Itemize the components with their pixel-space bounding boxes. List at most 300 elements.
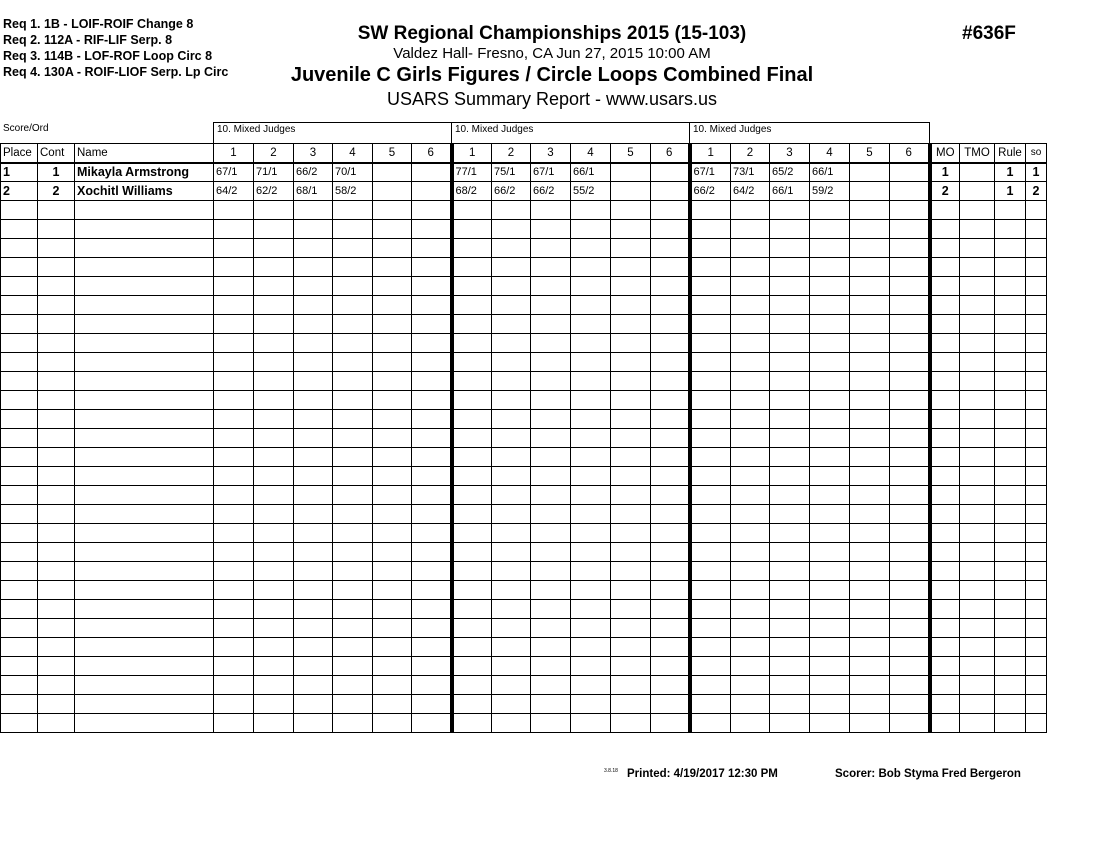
cont-cell [38,391,75,410]
col-p3-j3: 3 [770,144,810,163]
score-p1-j4 [333,657,373,676]
score-p1-j2 [254,258,294,277]
cont-cell [38,201,75,220]
tmo-cell [960,543,995,562]
place-cell [1,220,38,239]
score-p2-j4 [571,505,611,524]
tmo-cell [960,220,995,239]
skater-name [75,581,214,600]
score-p3-j6 [890,182,930,201]
score-p1-j1 [214,448,254,467]
score-p2-j2 [492,220,531,239]
score-p1-j5 [373,277,412,296]
score-p2-j6 [651,714,690,733]
score-p2-j5 [611,638,651,657]
score-p2-j1 [452,239,492,258]
mo-cell [930,619,960,638]
score-p3-j6 [890,581,930,600]
score-p2-j2 [492,600,531,619]
score-p3-j2 [731,581,770,600]
empty-row [1,619,1047,638]
score-p1-j1 [214,201,254,220]
tmo-cell [960,239,995,258]
score-p1-j6 [412,638,452,657]
empty-row [1,353,1047,372]
score-p1-j6 [412,600,452,619]
rule-cell [995,600,1026,619]
empty-row [1,695,1047,714]
score-p2-j3 [531,239,571,258]
score-p3-j1 [690,410,731,429]
score-p2-j5 [611,163,651,182]
score-p1-j6 [412,277,452,296]
empty-row [1,600,1047,619]
score-p3-j6 [890,315,930,334]
score-p2-j3 [531,581,571,600]
score-p2-j5 [611,714,651,733]
rule-cell [995,277,1026,296]
score-p1-j4 [333,562,373,581]
score-p2-j4 [571,315,611,334]
so-cell: 1 [1026,163,1047,182]
software-version: 3.8.18 [604,768,618,774]
score-p3-j6 [890,201,930,220]
skater-name [75,619,214,638]
empty-row [1,391,1047,410]
score-p3-j1 [690,315,731,334]
score-p1-j6 [412,486,452,505]
tmo-cell [960,600,995,619]
place-cell [1,657,38,676]
so-cell [1026,467,1047,486]
score-p3-j2 [731,524,770,543]
score-p3-j3 [770,505,810,524]
score-p3-j2 [731,410,770,429]
score-p1-j3 [294,581,333,600]
score-p1-j1 [214,258,254,277]
tmo-cell [960,334,995,353]
rule-cell: 1 [995,182,1026,201]
mo-cell [930,220,960,239]
cont-cell [38,315,75,334]
score-p2-j4 [571,562,611,581]
score-p2-j5 [611,334,651,353]
mo-cell [930,296,960,315]
score-p3-j4 [810,315,850,334]
score-p2-j4 [571,429,611,448]
score-p2-j3: 67/1 [531,163,571,182]
score-p2-j5 [611,543,651,562]
score-p1-j4 [333,638,373,657]
score-p2-j1 [452,334,492,353]
score-p1-j4 [333,334,373,353]
score-p1-j6 [412,220,452,239]
score-p3-j5 [850,448,890,467]
score-p2-j5 [611,676,651,695]
score-p3-j1 [690,372,731,391]
score-p3-j1 [690,391,731,410]
score-p3-j4: 66/1 [810,163,850,182]
cont-cell [38,657,75,676]
tmo-cell [960,296,995,315]
score-p1-j2 [254,372,294,391]
score-p2-j2 [492,258,531,277]
mo-cell [930,334,960,353]
col-p3-j6: 6 [890,144,930,163]
place-cell [1,448,38,467]
skater-name [75,657,214,676]
score-p3-j2 [731,220,770,239]
score-p1-j6 [412,543,452,562]
printed-timestamp: Printed: 4/19/2017 12:30 PM [627,768,778,780]
score-p1-j1 [214,372,254,391]
score-p2-j4 [571,239,611,258]
score-p2-j6 [651,562,690,581]
so-cell [1026,391,1047,410]
score-p2-j2 [492,448,531,467]
score-p3-j4 [810,201,850,220]
score-p3-j3 [770,524,810,543]
col-p2-j3: 3 [531,144,571,163]
score-p2-j4 [571,410,611,429]
score-p2-j2: 66/2 [492,182,531,201]
mo-cell [930,562,960,581]
col-mo: MO [930,144,960,163]
score-p2-j2 [492,657,531,676]
score-p2-j6 [651,220,690,239]
score-p2-j2 [492,562,531,581]
cont-cell [38,676,75,695]
rule-cell [995,638,1026,657]
score-p1-j5 [373,695,412,714]
score-p3-j1 [690,714,731,733]
score-p3-j4 [810,353,850,372]
score-p2-j2 [492,201,531,220]
rule-cell [995,220,1026,239]
score-p1-j5 [373,220,412,239]
score-p3-j5 [850,429,890,448]
empty-row [1,448,1047,467]
cont-cell [38,486,75,505]
rule-cell [995,448,1026,467]
score-p3-j2 [731,315,770,334]
score-p3-j6 [890,353,930,372]
score-p3-j6 [890,296,930,315]
mo-cell [930,524,960,543]
score-p2-j6 [651,353,690,372]
mo-cell [930,372,960,391]
score-p3-j3 [770,657,810,676]
col-p1-j2: 2 [254,144,294,163]
score-p3-j1 [690,562,731,581]
rule-cell [995,391,1026,410]
score-p2-j5 [611,600,651,619]
score-p3-j2 [731,619,770,638]
score-p1-j1 [214,239,254,258]
score-p2-j6 [651,676,690,695]
score-p3-j5 [850,467,890,486]
tmo-cell [960,714,995,733]
score-p3-j3 [770,277,810,296]
score-p2-j4 [571,543,611,562]
col-p2-j5: 5 [611,144,651,163]
place-cell [1,505,38,524]
score-p2-j1 [452,220,492,239]
skater-name [75,714,214,733]
skater-name: Mikayla Armstrong [75,163,214,182]
score-p2-j1 [452,619,492,638]
empty-row [1,258,1047,277]
tmo-cell [960,657,995,676]
judge-panel-3-label: 10. Mixed Judges [693,124,772,135]
score-p3-j5 [850,258,890,277]
so-cell [1026,429,1047,448]
requirement-1: Req 1. 1B - LOIF-ROIF Change 8 [3,17,194,31]
score-p3-j1 [690,657,731,676]
rule-cell [995,505,1026,524]
score-p2-j6 [651,448,690,467]
score-p2-j2 [492,714,531,733]
score-p1-j2: 71/1 [254,163,294,182]
score-p1-j6 [412,505,452,524]
score-p2-j2 [492,372,531,391]
score-p2-j3 [531,353,571,372]
score-p3-j4 [810,372,850,391]
empty-row [1,657,1047,676]
empty-row [1,581,1047,600]
score-p1-j4 [333,239,373,258]
score-p1-j5 [373,676,412,695]
score-p3-j4 [810,505,850,524]
score-p1-j4 [333,676,373,695]
score-p2-j4 [571,638,611,657]
score-p2-j2 [492,638,531,657]
score-p3-j2 [731,695,770,714]
so-cell [1026,714,1047,733]
score-p1-j5 [373,353,412,372]
score-p3-j5 [850,676,890,695]
score-p2-j1 [452,353,492,372]
place-cell: 2 [1,182,38,201]
skater-name [75,695,214,714]
score-p1-j3: 66/2 [294,163,333,182]
skater-name [75,220,214,239]
empty-row [1,562,1047,581]
so-cell [1026,638,1047,657]
score-p1-j5 [373,505,412,524]
score-p1-j6 [412,581,452,600]
score-p3-j3 [770,467,810,486]
score-p1-j5 [373,486,412,505]
report-title: USARS Summary Report - www.usars.us [386,89,718,109]
score-p2-j2 [492,353,531,372]
tmo-cell [960,163,995,182]
cont-cell [38,353,75,372]
score-p1-j2 [254,467,294,486]
score-p3-j2 [731,543,770,562]
score-p3-j4 [810,258,850,277]
score-p3-j5 [850,695,890,714]
score-p2-j5 [611,429,651,448]
so-cell [1026,543,1047,562]
table-row [1,182,1047,201]
score-p3-j4 [810,657,850,676]
cont-cell [38,562,75,581]
score-p3-j1 [690,505,731,524]
score-p2-j1 [452,296,492,315]
score-p3-j3 [770,220,810,239]
mo-cell [930,600,960,619]
score-p1-j6 [412,258,452,277]
score-p2-j3 [531,486,571,505]
place-cell [1,695,38,714]
score-p2-j3 [531,334,571,353]
mo-cell [930,448,960,467]
mo-cell [930,391,960,410]
score-p2-j3 [531,201,571,220]
score-p1-j5 [373,391,412,410]
score-p2-j6 [651,410,690,429]
score-p3-j3 [770,562,810,581]
score-p3-j3 [770,201,810,220]
score-p1-j6 [412,524,452,543]
score-p2-j3 [531,524,571,543]
score-p3-j5 [850,182,890,201]
score-p3-j3 [770,676,810,695]
rule-cell [995,258,1026,277]
score-p1-j6 [412,448,452,467]
col-p2-j2: 2 [492,144,531,163]
mo-cell: 1 [930,163,960,182]
score-p2-j4 [571,353,611,372]
place-cell [1,353,38,372]
score-p1-j6 [412,182,452,201]
score-p1-j4 [333,353,373,372]
score-p2-j2 [492,410,531,429]
score-p3-j5 [850,353,890,372]
skater-name [75,258,214,277]
skater-name [75,638,214,657]
score-p2-j5 [611,220,651,239]
score-p2-j6 [651,296,690,315]
score-p3-j4 [810,676,850,695]
score-p2-j1 [452,543,492,562]
score-p2-j1 [452,410,492,429]
tmo-cell [960,467,995,486]
score-p3-j6 [890,220,930,239]
place-cell [1,258,38,277]
score-p3-j6 [890,600,930,619]
score-p3-j5 [850,619,890,638]
score-p1-j5 [373,429,412,448]
so-cell [1026,581,1047,600]
score-p2-j3 [531,676,571,695]
col-p3-j2: 2 [731,144,770,163]
col-p3-j4: 4 [810,144,850,163]
so-cell [1026,486,1047,505]
score-p3-j6 [890,486,930,505]
score-p3-j3 [770,695,810,714]
place-cell [1,201,38,220]
place-cell [1,619,38,638]
col-p1-j5: 5 [373,144,412,163]
skater-name [75,505,214,524]
so-cell [1026,277,1047,296]
rule-cell [995,372,1026,391]
score-p3-j2 [731,277,770,296]
skater-name [75,410,214,429]
score-p2-j2 [492,619,531,638]
mo-cell [930,201,960,220]
score-p3-j6 [890,429,930,448]
score-p2-j2 [492,524,531,543]
score-p1-j5 [373,258,412,277]
score-p3-j2 [731,239,770,258]
score-p1-j1 [214,543,254,562]
place-cell [1,296,38,315]
so-cell: 2 [1026,182,1047,201]
score-p1-j1 [214,524,254,543]
score-p2-j2 [492,467,531,486]
rule-cell [995,315,1026,334]
skater-name [75,239,214,258]
score-p3-j6 [890,657,930,676]
score-p2-j1: 77/1 [452,163,492,182]
score-p1-j4: 70/1 [333,163,373,182]
score-p1-j4 [333,467,373,486]
mo-cell [930,486,960,505]
score-p2-j2 [492,315,531,334]
score-p1-j3 [294,258,333,277]
score-p3-j5 [850,714,890,733]
score-p1-j5 [373,315,412,334]
place-cell [1,486,38,505]
score-p2-j3 [531,695,571,714]
score-p2-j1 [452,562,492,581]
col-p3-j1: 1 [690,144,731,163]
score-p2-j6 [651,486,690,505]
score-p1-j1 [214,619,254,638]
tmo-cell [960,315,995,334]
score-p1-j3 [294,600,333,619]
so-cell [1026,372,1047,391]
score-p2-j3 [531,372,571,391]
score-p2-j5 [611,372,651,391]
score-p1-j4 [333,315,373,334]
score-p1-j3 [294,505,333,524]
score-p2-j3 [531,619,571,638]
score-p1-j1 [214,429,254,448]
cont-cell [38,239,75,258]
place-cell [1,334,38,353]
score-p3-j6 [890,277,930,296]
score-p1-j3 [294,334,333,353]
score-p1-j2 [254,410,294,429]
score-p3-j3 [770,714,810,733]
column-header-row [1,144,1047,163]
skater-name [75,486,214,505]
skater-name [75,372,214,391]
tmo-cell [960,695,995,714]
mo-cell [930,429,960,448]
score-p3-j3 [770,353,810,372]
score-p2-j1 [452,486,492,505]
score-p3-j2 [731,334,770,353]
empty-row [1,334,1047,353]
table-row [1,163,1047,182]
cont-cell [38,714,75,733]
mo-cell: 2 [930,182,960,201]
